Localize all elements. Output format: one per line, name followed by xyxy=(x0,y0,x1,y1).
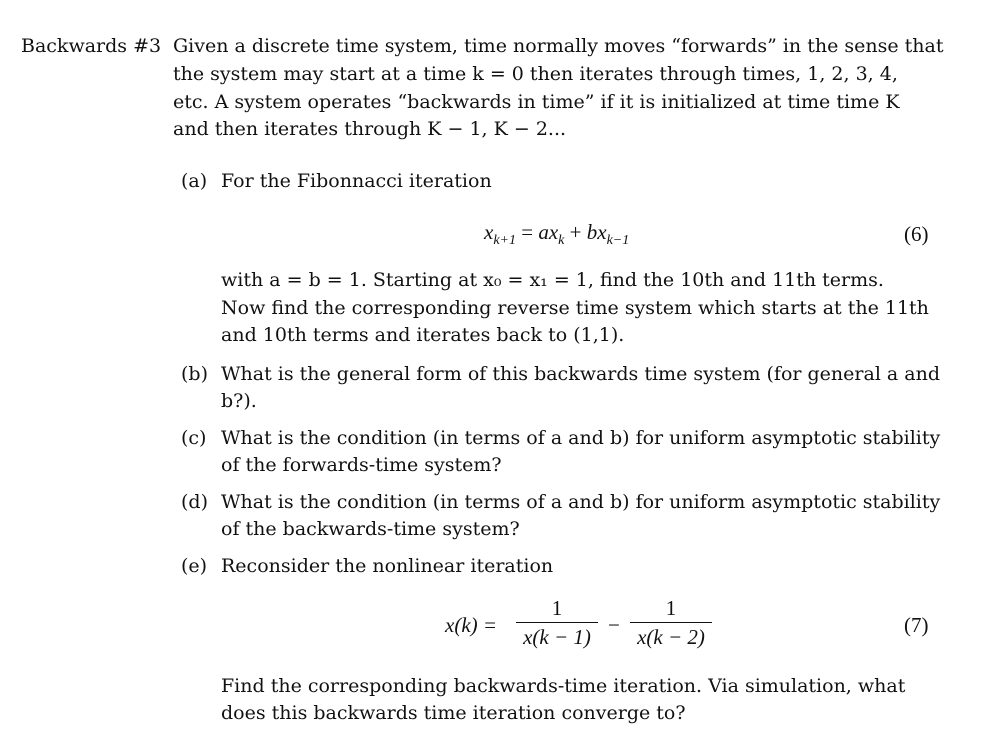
fibonacci-equation: $x_{k+1} = ax_k + bx_{k-1}$ xyxy=(484,220,630,249)
part-b-line-2: b?). xyxy=(221,390,257,412)
nonlinear-lhs: x(k) = xyxy=(445,613,498,637)
fraction-1-bar xyxy=(516,622,598,623)
part-e-line-1: Find the corresponding backwards-time iteration. Via simulation, what xyxy=(221,675,906,697)
part-d-label: (d) xyxy=(181,491,208,513)
part-c-label: (c) xyxy=(181,427,207,449)
part-a-label: (a) xyxy=(181,170,208,192)
part-c-line-1: What is the condition (in terms of a and b) for uniform asymptotic stability xyxy=(221,427,941,449)
fraction-2-denominator: x(k − 2) xyxy=(637,625,705,649)
fraction-1-denominator: x(k − 1) xyxy=(523,625,591,649)
intro-line-4: and then iterates through K − 1, K − 2... xyxy=(173,118,567,140)
part-e-label: (e) xyxy=(181,555,208,577)
fraction-2 xyxy=(630,596,712,649)
equation-number-6: (6) xyxy=(904,222,929,246)
part-d-line-2: of the backwards-time system? xyxy=(221,518,520,540)
part-a-line-3: and 10th terms and iterates back to (1,1). xyxy=(221,324,625,346)
intro-line-3: etc. A system operates “backwards in time” if it is initialized at time time K xyxy=(173,91,900,113)
fraction-2-bar xyxy=(630,622,712,623)
fraction-1 xyxy=(516,596,598,649)
intro-line-1: Given a discrete time system, time normally moves “forwards” in the sense that xyxy=(173,35,944,57)
fraction-1-numerator: 1 xyxy=(551,596,563,620)
part-d-line-1: What is the condition (in terms of a and b) for uniform asymptotic stability xyxy=(221,491,941,513)
equation-number-7: (7) xyxy=(904,613,929,637)
part-a-line-1: with a = b = 1. Starting at x₀ = x₁ = 1, find the 10th and 11th terms. xyxy=(221,269,884,291)
problem-label: Backwards #3 xyxy=(21,35,162,57)
part-e-line-2: does this backwards time iteration converge to? xyxy=(221,702,686,724)
fraction-2-numerator: 1 xyxy=(665,596,677,620)
intro-line-2: the system may start at a time k = 0 then iterates through times, 1, 2, 3, 4, xyxy=(173,63,898,85)
minus-sign: − xyxy=(608,613,620,637)
part-a-lead: For the Fibonnacci iteration xyxy=(221,170,492,192)
part-b-label: (b) xyxy=(181,363,208,385)
part-c-line-2: of the forwards-time system? xyxy=(221,454,502,476)
part-b-line-1: What is the general form of this backwards time system (for general a and xyxy=(221,363,941,385)
part-a-line-2: Now find the corresponding reverse time system which starts at the 11th xyxy=(221,297,929,319)
part-e-lead: Reconsider the nonlinear iteration xyxy=(221,555,554,577)
